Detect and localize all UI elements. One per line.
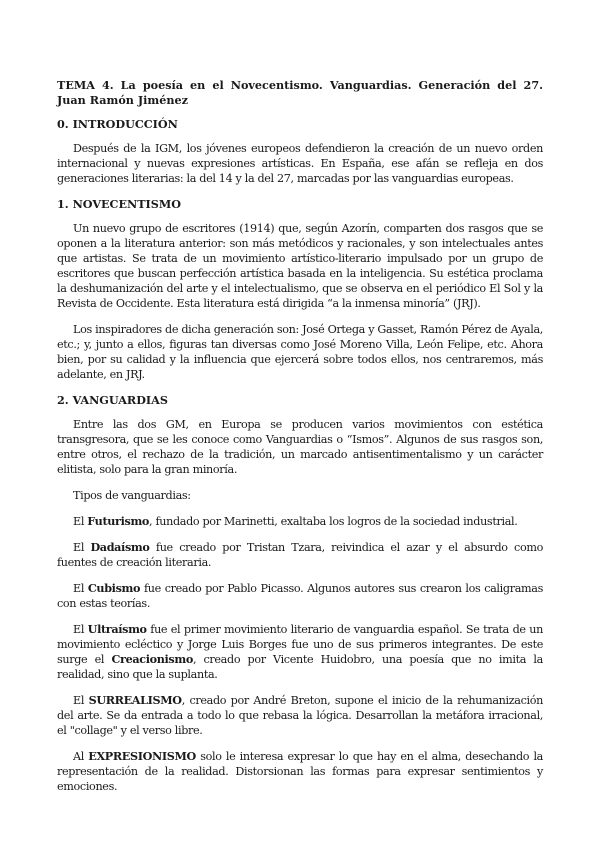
document-page: [57, 78, 543, 805]
section-heading-novecentismo: 1. NOVECENTISMO: [57, 197, 181, 211]
item-post: fue creado por Tristan Tzara, reivindica el azar y el absurdo como fuentes de creación literaria.: [57, 541, 543, 569]
item-term: Dadaísmo: [90, 540, 150, 554]
item-post: fue creado por Pablo Picasso. Algunos autores sus crearon los caligramas con estas teorías.: [57, 582, 543, 610]
paragraph-tipos: Tipos de vanguardias:: [73, 489, 191, 502]
paragraph: Después de la IGM, los jóvenes europeos defendieron la creación de un nuevo orden internacional y nuevas expresiones artísticas. En España, ese afán se refleja en dos generaciones literarias: la del 14 y la del 27, marcadas por las vanguardias europeas.: [57, 142, 543, 185]
item-pre: El: [73, 582, 88, 595]
item-post: solo le interesa expresar lo que hay en el alma, desechando la representación de la realidad. Distorsionan las formas para expresar sentimientos y emociones.: [57, 750, 543, 793]
item-term: Ultraísmo: [87, 622, 147, 636]
item-pre: El: [73, 694, 89, 707]
item-pre: Al: [73, 750, 89, 763]
document-title: TEMA 4. La poesía en el Novecentismo. Vanguardias. Generación del 27. Juan Ramón Jiménez: [57, 78, 543, 107]
item-term: EXPRESIONISMO: [88, 749, 196, 763]
paragraph: Entre las dos GM, en Europa se producen varios movimientos con estética transgresora, que se les conoce como Vanguardias o “Ismos”. Algunos de sus rasgos son, entre otros, el rechazo de la tradición, un marcado antisentimentalismo y un carácter elitista, solo para la gran minoría.: [57, 418, 543, 476]
item-post: , fundado por Marinetti, exaltaba los logros de la sociedad industrial.: [149, 515, 518, 528]
vanguard-item-surrealismo: [57, 693, 543, 738]
paragraph: Los inspiradores de dicha generación son: José Ortega y Gasset, Ramón Pérez de Ayala, etc.; y, junto a ellos, figuras tan diversas como José Moreno Villa, León Felipe, etc. Ahora bien, por su calidad y la influencia que ejercerá sobre todos ellos, nos centraremos, más adelante, en JRJ.: [57, 323, 543, 381]
item-term-creacionismo: Creacionismo: [111, 652, 193, 666]
vanguard-item-futurismo: [57, 514, 543, 529]
vanguard-item-ultraismo: [57, 622, 543, 682]
item-pre: El: [73, 541, 91, 554]
item-term: SURREALISMO: [88, 693, 182, 707]
item-post: fue el primer movimiento literario de vanguardia español. Se trata de un movimiento ecléctico y Jorge Luis Borges fue uno de sus primeros integrantes. De este surge el: [57, 623, 543, 666]
vanguard-item-dadaismo: [57, 540, 543, 570]
item-term: Cubismo: [87, 581, 141, 595]
section-heading-vanguardias: 2. VANGUARDIAS: [57, 393, 168, 407]
item-pre: El: [73, 515, 88, 528]
vanguard-item-cubismo: [57, 581, 543, 611]
paragraph: Un nuevo grupo de escritores (1914) que, según Azorín, comparten dos rasgos que se oponen a la literatura anterior: son más metódicos y racionales, y son intelectuales antes que artistas. Se trata de un movimiento artístico-literario impulsado por un grupo de escritores que buscan perfección artística basada en la inteligencia. Su estética proclama la deshumanización del arte y el intelectualismo, que se observa en el periódico El Sol y la Revista de Occidente. Esta literatura está dirigida “a la inmensa minoría” (JRJ).: [57, 222, 543, 310]
section-heading-introduccion: 0. INTRODUCCIÓN: [57, 117, 178, 131]
item-term: Futurismo: [87, 514, 150, 528]
item-pre: El: [73, 623, 88, 636]
vanguard-item-expresionismo: [57, 749, 543, 794]
item-post: , creado por André Breton, supone el inicio de la rehumanización del arte. Se da entrada a todo lo que rebasa la lógica. Desarrollan la metáfora irracional, el "collage" y el verso libre.: [57, 694, 543, 737]
item-post: , creado por Vicente Huidobro, una poesía que no imita la realidad, sino que la suplanta.: [57, 653, 543, 681]
